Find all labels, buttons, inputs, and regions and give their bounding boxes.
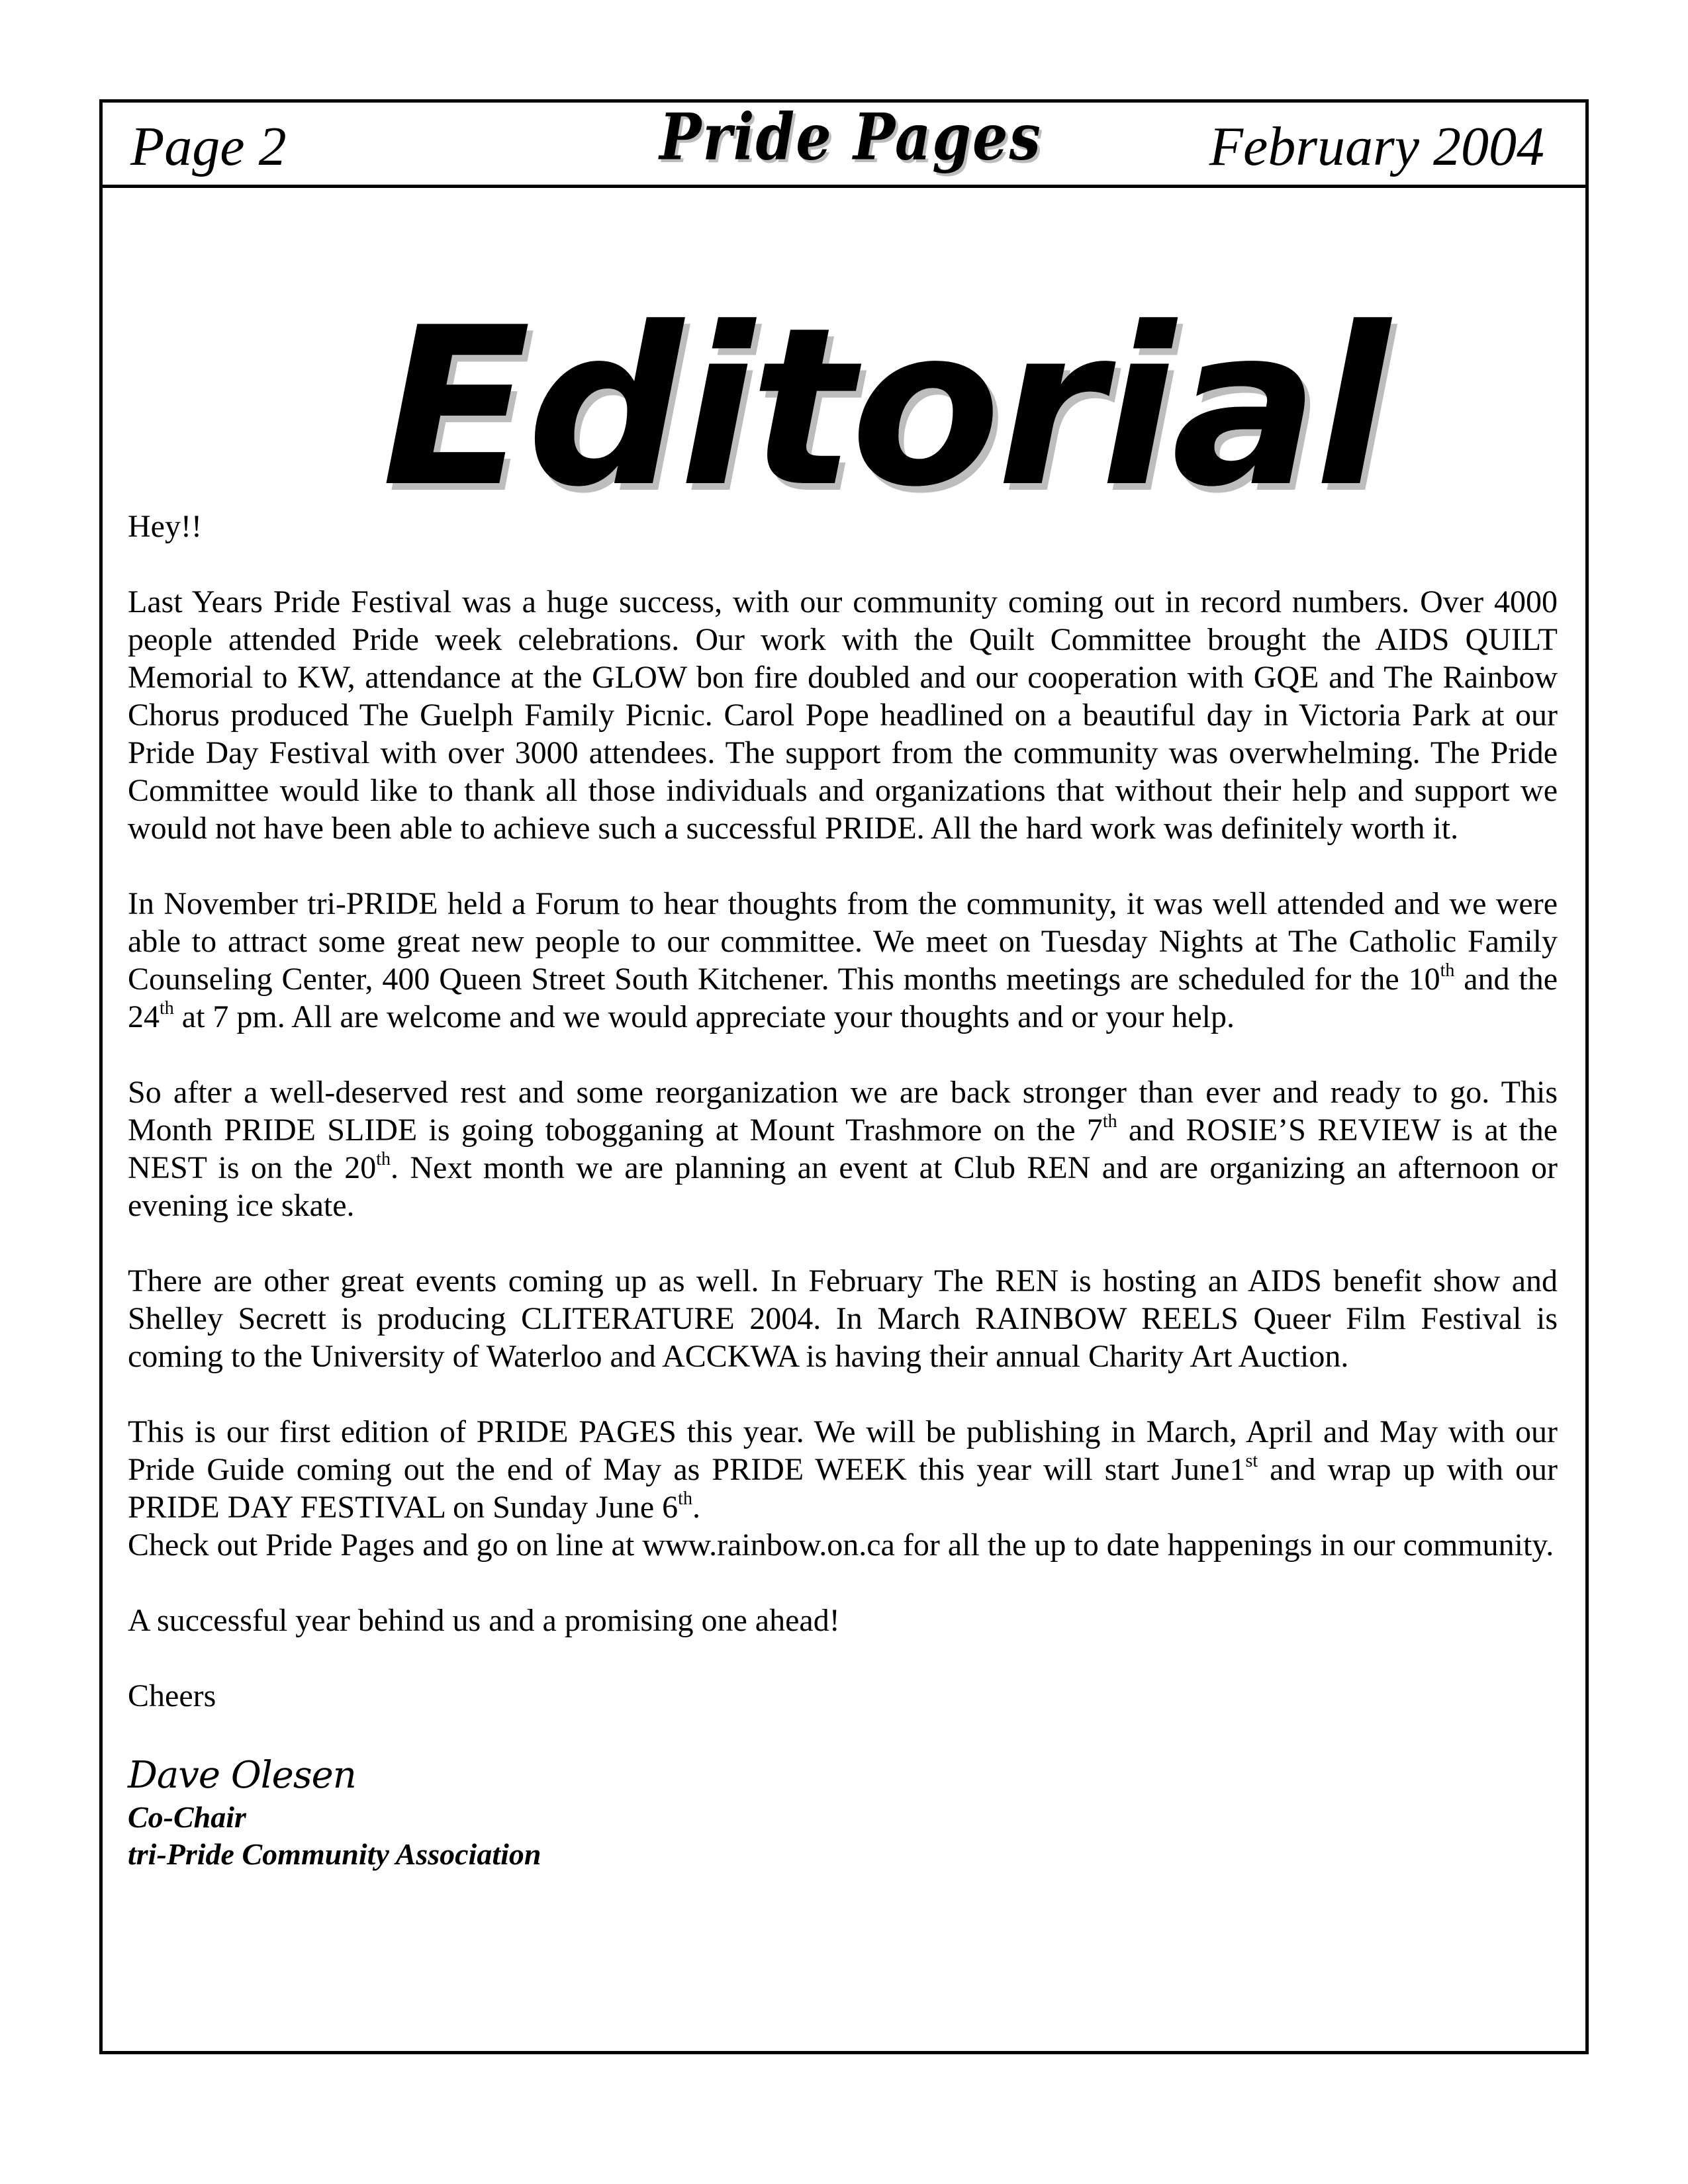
editorial-wordmark <box>354 218 1413 523</box>
text-run: and ROSIE’S REVIEW is at the NEST is on the 20 <box>128 1113 1558 1185</box>
ordinal-suffix: th <box>1102 1111 1117 1132</box>
greeting: Hey!! <box>128 509 202 544</box>
text-run: at 7 pm. All are welcome and we would appreciate your thoughts and or your help. <box>173 999 1235 1034</box>
ordinal-suffix: th <box>376 1149 391 1169</box>
issue-date: February 2004 <box>1209 116 1544 177</box>
signature-role: Co-Chair <box>128 1800 246 1834</box>
paragraph-forum-meetings <box>128 885 1558 1036</box>
paragraph-festival-recap: Last Years Pride Festival was a huge success, with our community coming out in record numbers. Over 4000 people attended Pride week celebrations. Our work with the Quilt Committee brought the AIDS QUILT Memorial to KW, attendance at the GLOW bon fire doubled and our cooperation with GQE and The Rainbow Chorus produced The Guelph Family Picnic. Carol Pope headlined on a beautiful day in Victoria Park at our Pride Day Festival with over 3000 attendees. The support from the community was overwhelming. The Pride Committee would like to thank all those individuals and organizations that without their help and support we would not have been able to achieve such a successful PRIDE. All the hard work was definitely worth it. <box>128 584 1558 846</box>
ordinal-suffix: th <box>1440 960 1455 981</box>
ordinal-suffix: th <box>678 1488 692 1509</box>
paragraph-upcoming-events <box>128 1073 1558 1224</box>
ordinal-suffix: st <box>1245 1451 1258 1471</box>
signature-name: Dave Olesen <box>128 1754 356 1797</box>
section-title-text: Editorial <box>381 281 1386 523</box>
publication-title: Pride Pages <box>659 99 1042 175</box>
paragraph-other-events: There are other great events coming up as well. In February The REN is hosting an AIDS benefit show and Shelley Secrett is producing CLITERATURE 2004. In March RAINBOW REELS Queer Film Festival is coming to the University of Waterloo and ACCKWA is having their annual Charity Art Auction. <box>128 1263 1558 1374</box>
paragraph-website: Check out Pride Pages and go on line at www.rainbow.on.ca for all the up to date happenings in our community. <box>128 1527 1554 1563</box>
text-run: So after a well-deserved rest and some reorganization we are back stronger than ever and ready to go. This Month PRIDE SLIDE is going tobogganing at Mount Trashmore on the 7 <box>128 1075 1558 1148</box>
paragraph-closing-line: A successful year behind us and a promising one ahead! <box>128 1603 840 1638</box>
text-run: . Next month we are planning an event at Club REN and are organizing an afternoon or evening ice skate. <box>128 1150 1558 1223</box>
text-run: In November tri-PRIDE held a Forum to hear thoughts from the community, it was well attended and we were able to attract some great new people to our committee. We meet on Tuesday Nights at The Catholic Family Counseling Center, 400 Queen Street South Kitchener. This months meetings are scheduled for the 10 <box>128 886 1558 997</box>
article-body <box>128 508 1558 1873</box>
text-run: . <box>692 1490 700 1525</box>
text-run: and wrap up with our PRIDE DAY FESTIVAL on Sunday June 6 <box>128 1452 1558 1525</box>
page-number: Page 2 <box>130 116 287 177</box>
page-frame <box>99 99 1589 2054</box>
signature-organization: tri-Pride Community Association <box>128 1837 541 1871</box>
text-run: This is our first edition of PRIDE PAGES this year. We will be publishing in March, April and May with our Pride Guide coming out the end of May as PRIDE WEEK this year will start June1 <box>128 1414 1558 1487</box>
text-run: and the 24 <box>128 962 1558 1034</box>
page-header <box>103 99 1585 188</box>
closing-salutation: Cheers <box>128 1678 216 1713</box>
paragraph-publishing-schedule <box>128 1413 1558 1526</box>
ordinal-suffix: th <box>160 998 174 1019</box>
section-title-editorial <box>354 218 1413 523</box>
